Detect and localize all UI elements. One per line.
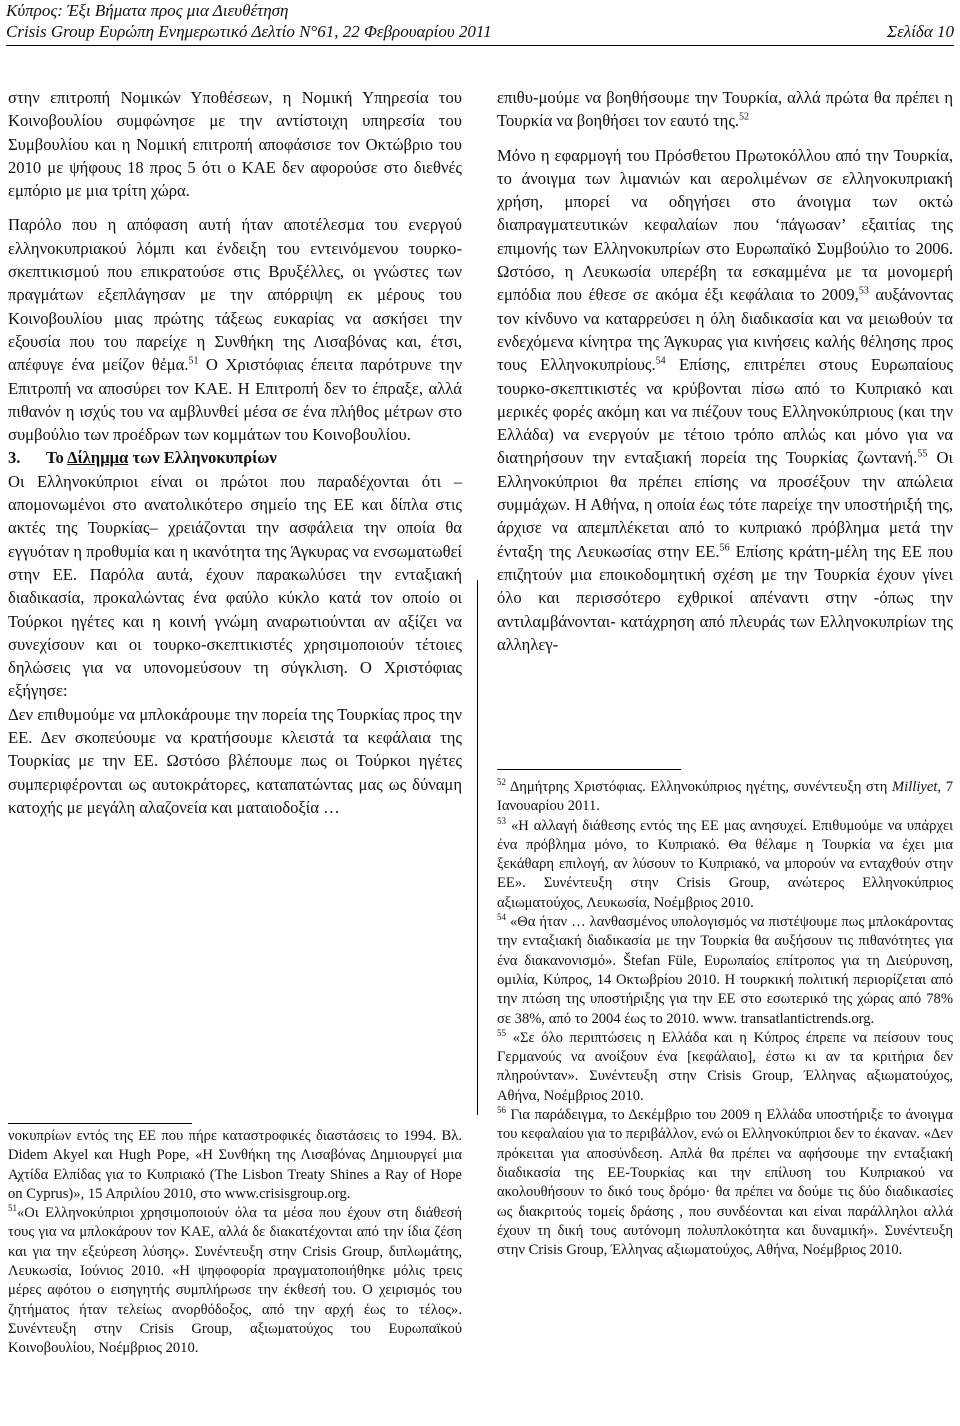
footnote-ref-56[interactable]: 56 xyxy=(719,542,730,554)
footnotes-right xyxy=(497,778,953,1260)
paragraph: Οι Ελληνοκύπριοι είναι οι πρώτοι που παραδέχονται ότι –απομονωμένοι στο ανατολικότερο σημείο της ΕΕ και δίπλα στις ακτές της Τουρκίας– χρειάζονται την ασφάλεια την οποία θα εγγυόταν η προθυμία και η ικανότητα της Άγκυρας να ενσωματωθεί στην ΕΕ. Παρόλα αυτά, έχουν παρακωλύσει την ενταξιακή διαδικασία, προκαλώντας ένα φαύλο κύκλο κατά τον οποίο οι Τούρκοι ηγέτες και η κοινή γνώμη αναρωτιούνται αν αξίζει να συνεχίσουν και οι τουρκο-σκεπτικιστές χρησιμοποιούν τέτοιες δηλώσεις για να υπονομεύσουν τη σύγκλιση. Ο Χριστόφιας εξήγησε: xyxy=(8,471,462,701)
footnote-ref-53[interactable]: 53 xyxy=(858,285,869,297)
running-header xyxy=(6,0,954,44)
footnote-56: $^{56}$ Για παράδειγμα, το Δεκέμβριο του 2009 η Ελλάδα υποστήριξε το άνοιγμα του κεφαλαίου για το περιβάλλον, ενώ οι Ελληνοκύπριοι δεν το έκαναν. «Δεν πρόκειται για αποσύνδεση. Απλά θα πρέπει να αφήσουμε την ενταξιακή διαδικασία της ΕΕ-Τουρκίας και την επίλυση του Κυπριακού να ακολουθήσουν το δικό τους δρόμο· θα πρέπει να δούμε τις δύο διαδικασίες ως διακριτούς τομείς δράσης , που συνδέονται και είναι παράλληλοι αλλά έχουν τη δική τους αυτόνομη πολυπλοκότητα και δυναμική». Συνέντευξη στην Crisis Group, Έλληνας αξιωματούχος, Αθήνα, Νοέμβριος 2010. xyxy=(497,1105,953,1259)
paragraph: Μόνο η εφαρμογή του Πρόσθετου Πρωτοκόλλου από την Τουρκία, το άνοιγμα των λιμανιών και αερολιμένων σε ελληνοκυπριακή χρήση, μπορεί να οδηγήσει στο άνοιγμα των οκτώ διαπραγματευτικών κεφαλαίων που ‘πάγωσαν’ εξαιτίας της επιμονής των Ελληνοκυπρίων στο Ευρωπαϊκό Συμβούλιο το 2006. Ωστόσο, η Λευκωσία υπερέβη τα εσκαμμένα με τα μονομερή εμπόδια που έθεσε σε ακόμα έξι κεφάλαια το 2009,53 αυξάνοντας τον κίνδυνο να καταρρεύσει η όλη διαδικασία και να μειωθούν τα ενδεχόμενα κίνητρα της Άγκυρας για κινήσεις καλής θέλησης προς τους Ελληνοκυπρίους.$^{54}$ Επίσης, επιτρέπει στους Ευρωπαίους τουρκο-σκεπτικιστές να κρύβονται πίσω από το Κυπριακό και μερικές φορές ακόμη και να πιέζουν τους Ελληνοκύπριους (και την Ελλάδα) να ενεργούν με τέτοιο τρόπο απλώς και μόνο για να διατηρήσουν την ενταξιακή πορεία της Τουρκίας ζωντανή.$^{55}$ Οι Ελληνοκύπριοι θα πρέπει επίσης να προσέξουν την απώλεια συμμάχων. Η Αθήνα, η οποία έως τότε παρείχε την υποστήριξή της, άρχισε να απεμπλέκεται από το κυπριακό πρόβλημα μετά την ένταξη της Λευκωσίας στην ΕΕ.$^{56}$ Επίσης κράτη-μέλη της ΕΕ που επιζητούν μια εποικοδομητική σχέση με την Τουρκία έχουν γίνει όλο και περισσότερο εχθρικοί απέναντι στην -όπως την αντιλαμβάνονται- κατάχρηση από πλευράς των Ελληνοκυπρίων της αλληλεγ- xyxy=(497,145,953,654)
footnote-ref-54[interactable]: 54 xyxy=(655,355,666,367)
footnote-55: $^{55}$ «Σε όλο περιπτώσεις η Ελλάδα και η Κύπρος έπρεπε να πείσουν τους Γερμανούς να ανοίξουν ένα [κεφάλαιο], έστω κι αν τα κριτήρια δεν πληρούνταν». Συνέντευξη στην Crisis Group, Έλληνας αξιωματούχος, Αθήνα, Νοέμβριος 2010. xyxy=(497,1028,953,1104)
footnote-ref-55[interactable]: 55 xyxy=(917,448,928,460)
paragraph: Παρόλο που η απόφαση αυτή ήταν αποτέλεσμα του ενεργού ελληνοκυπριακού λόμπι και ένδειξη του εντεινόμενου τουρκο-σκεπτικισμού που επικρατούσε στις Βρυξέλλες, οι γνώστες των πραγμάτων εξεπλάγησαν με την απόρριψη εκ μέρους του Κοινοβουλίου μιας πρώτης τάξεως ευκαρίας να ασκήσει την εξουσία που του παρείχε η Συνθήκη της Λισαβόνας και, έτσι, απέφυγε ένα μείζον θέμα.$^{51}$ Ο Χριστόφιας έπειτα παρότρυνε την Επιτροπή να αποσύρει τον ΚΑΕ. Η Επιτροπή δεν το έπραξε, αλλά πιθανόν η ισχύς του να αμβλυνθεί μέσα σε ένα πλήθος μέτρων στο συμβούλιο των προέδρων των κομμάτων του Κοινοβουλίου. xyxy=(8,215,463,445)
footnote-rule xyxy=(8,1123,192,1124)
paragraph: στην επιτροπή Νομικών Υποθέσεων, η Νομική Υπηρεσία του Κοινοβουλίου συμφώνησε με την αντίστοιχη υπηρεσία του Συμβουλίου και η Νομική επιτροπή αποφάσισε τον Οκτώβριο του 2010 με ψήφους 18 προς 5 ότι ο ΚΑΕ δεν αφορούσε στο διεθνές εμπόριο με μια τρίτη χώρα. xyxy=(8,88,462,201)
left-column xyxy=(8,86,462,819)
header-rule xyxy=(6,45,954,46)
right-column xyxy=(497,86,953,656)
block-quote: Δεν επιθυμούμε να μπλοκάρουμε την πορεία της Τουρκίας προς την ΕΕ. Δεν σκοπεύουμε να κρατήσουμε κλειστά τα κεφάλαια της Τουρκίας με την ΕΕ. Ωστόσο βλέπουμε πως οι Τούρκοι ηγέτες συμπεριφέρονται ως αυτοκράτορες, καταπατώντας μας ως δύναμη κατοχής με μεγάλη αλαζονεία και ματαιοδοξία … xyxy=(8,704,462,817)
footnote-53: $^{53}$ «Η αλλαγή διάθεσης εντός της ΕΕ μας ανησυχεί. Επιθυμούμε να υπάρχει ένα πρόβλημα μόνο, το Κυπριακό. Θα θέλαμε η Τουρκία να έχει μια ξεκάθαρη επιλογή, αν λύσουν το Κυπριακό, να μπορούν να ενταχθούν στην ΕΕ». Συνέντευξη στην Crisis Group, ανώτερος Ελληνοκύπριος αξιωματούχος, Λευκωσία, Νοέμβριος 2010. xyxy=(497,815,953,911)
footnote-rule xyxy=(497,769,681,770)
header-publication: Crisis Group Ευρώπη Ενημερωτικό Δελτίο N°61, 22 Φεβρουαρίου 2011 xyxy=(6,22,492,41)
column-divider xyxy=(477,580,478,1115)
footnotes-left xyxy=(8,1127,462,1359)
footnote-52: $^{52}$ Δημήτρης Χριστόφιας. Ελληνοκύπριος ηγέτης, συνέντευξη στη Milliyet, 7 Ιανουαρίου 2011. xyxy=(497,777,954,815)
footnote-continuation: νοκυπρίων εντός της ΕΕ που πήρε καταστροφικές διαστάσεις το 1994. Βλ. Didem Akyel και Hugh Pope, «Η Συνθήκη της Λισαβόνας Δημιουργεί μια Αχτίδα Ελπίδας για το Κυπριακό (The Lisbon Treaty Shines a Ray of Hope on Cyprus)», 15 Απριλίου 2010, στο www.crisisgroup.org. xyxy=(8,1128,462,1202)
footnote-ref-52[interactable]: 52 xyxy=(739,111,750,123)
footnote-54: $^{54}$ «Θα ήταν … λανθασμένος υπολογισμός να πιστέψουμε πως μπλοκάροντας την ενταξιακή διαδικασία με την Τουρκία θα αυξήσουν τις πιθανότητες για ένα διακανονισμό». Štefan Füle, Ευρωπαίος επίτροπος για τη Διεύρυνση, ομιλία, Κύπρος, 14 Οκτωβρίου 2010. Η τουρκική πολιτική περιορίζεται από την πτώση της υποστήριξης για την ΕΕ στο εσωτερικό της χώρας από 78% σε 38%, από το 2004 έως το 2010. www. transatlantictrends.org. xyxy=(497,912,953,1027)
footnote-ref-51[interactable]: 51 xyxy=(188,355,199,367)
page-number: Σελίδα 10 xyxy=(887,22,954,41)
block-quote: επιθυ-μούμε να βοηθήσουμε την Τουρκία, αλλά πρώτα θα πρέπει η Τουρκία να βοηθήσει τον εαυτό της.$^{52}$ xyxy=(497,88,953,131)
header-title: Κύπρος: Έξι Βήματα προς μια Διευθέτηση xyxy=(6,1,289,20)
footnote-51: $^{51}$«Οι Ελληνοκύπριοι χρησιμοποιούν όλα τα μέσα που έχουν στη διάθεσή τους για να μπλοκάρουν τον ΚΑΕ, αλλά δε διακατέχονται από την ίδια ζέση και για την εξεύρεση λύσης». Συνέντευξη στην Crisis Group, διπλωμάτης, Λευκωσία, Ιούνιος 2010. «Η ψηφοφορία πραγματοποιήθηκε μόλις τρεις μέρες αφότου ο εισηγητής συμπλήρωσε την έκθεσή του. Ο χειρισμός του ζητήματος ήταν τελείως ανορθόδοξος, από την αρχή έως το τέλος». Συνέντευξη στην Crisis Group, αξιωματούχος του Ευρωπαϊκού Κοινοβουλίου, Νοέμβριος 2010. xyxy=(8,1203,462,1357)
section-heading: 3. Το Δίλημμα των Ελληνοκυπρίων xyxy=(8,448,277,468)
